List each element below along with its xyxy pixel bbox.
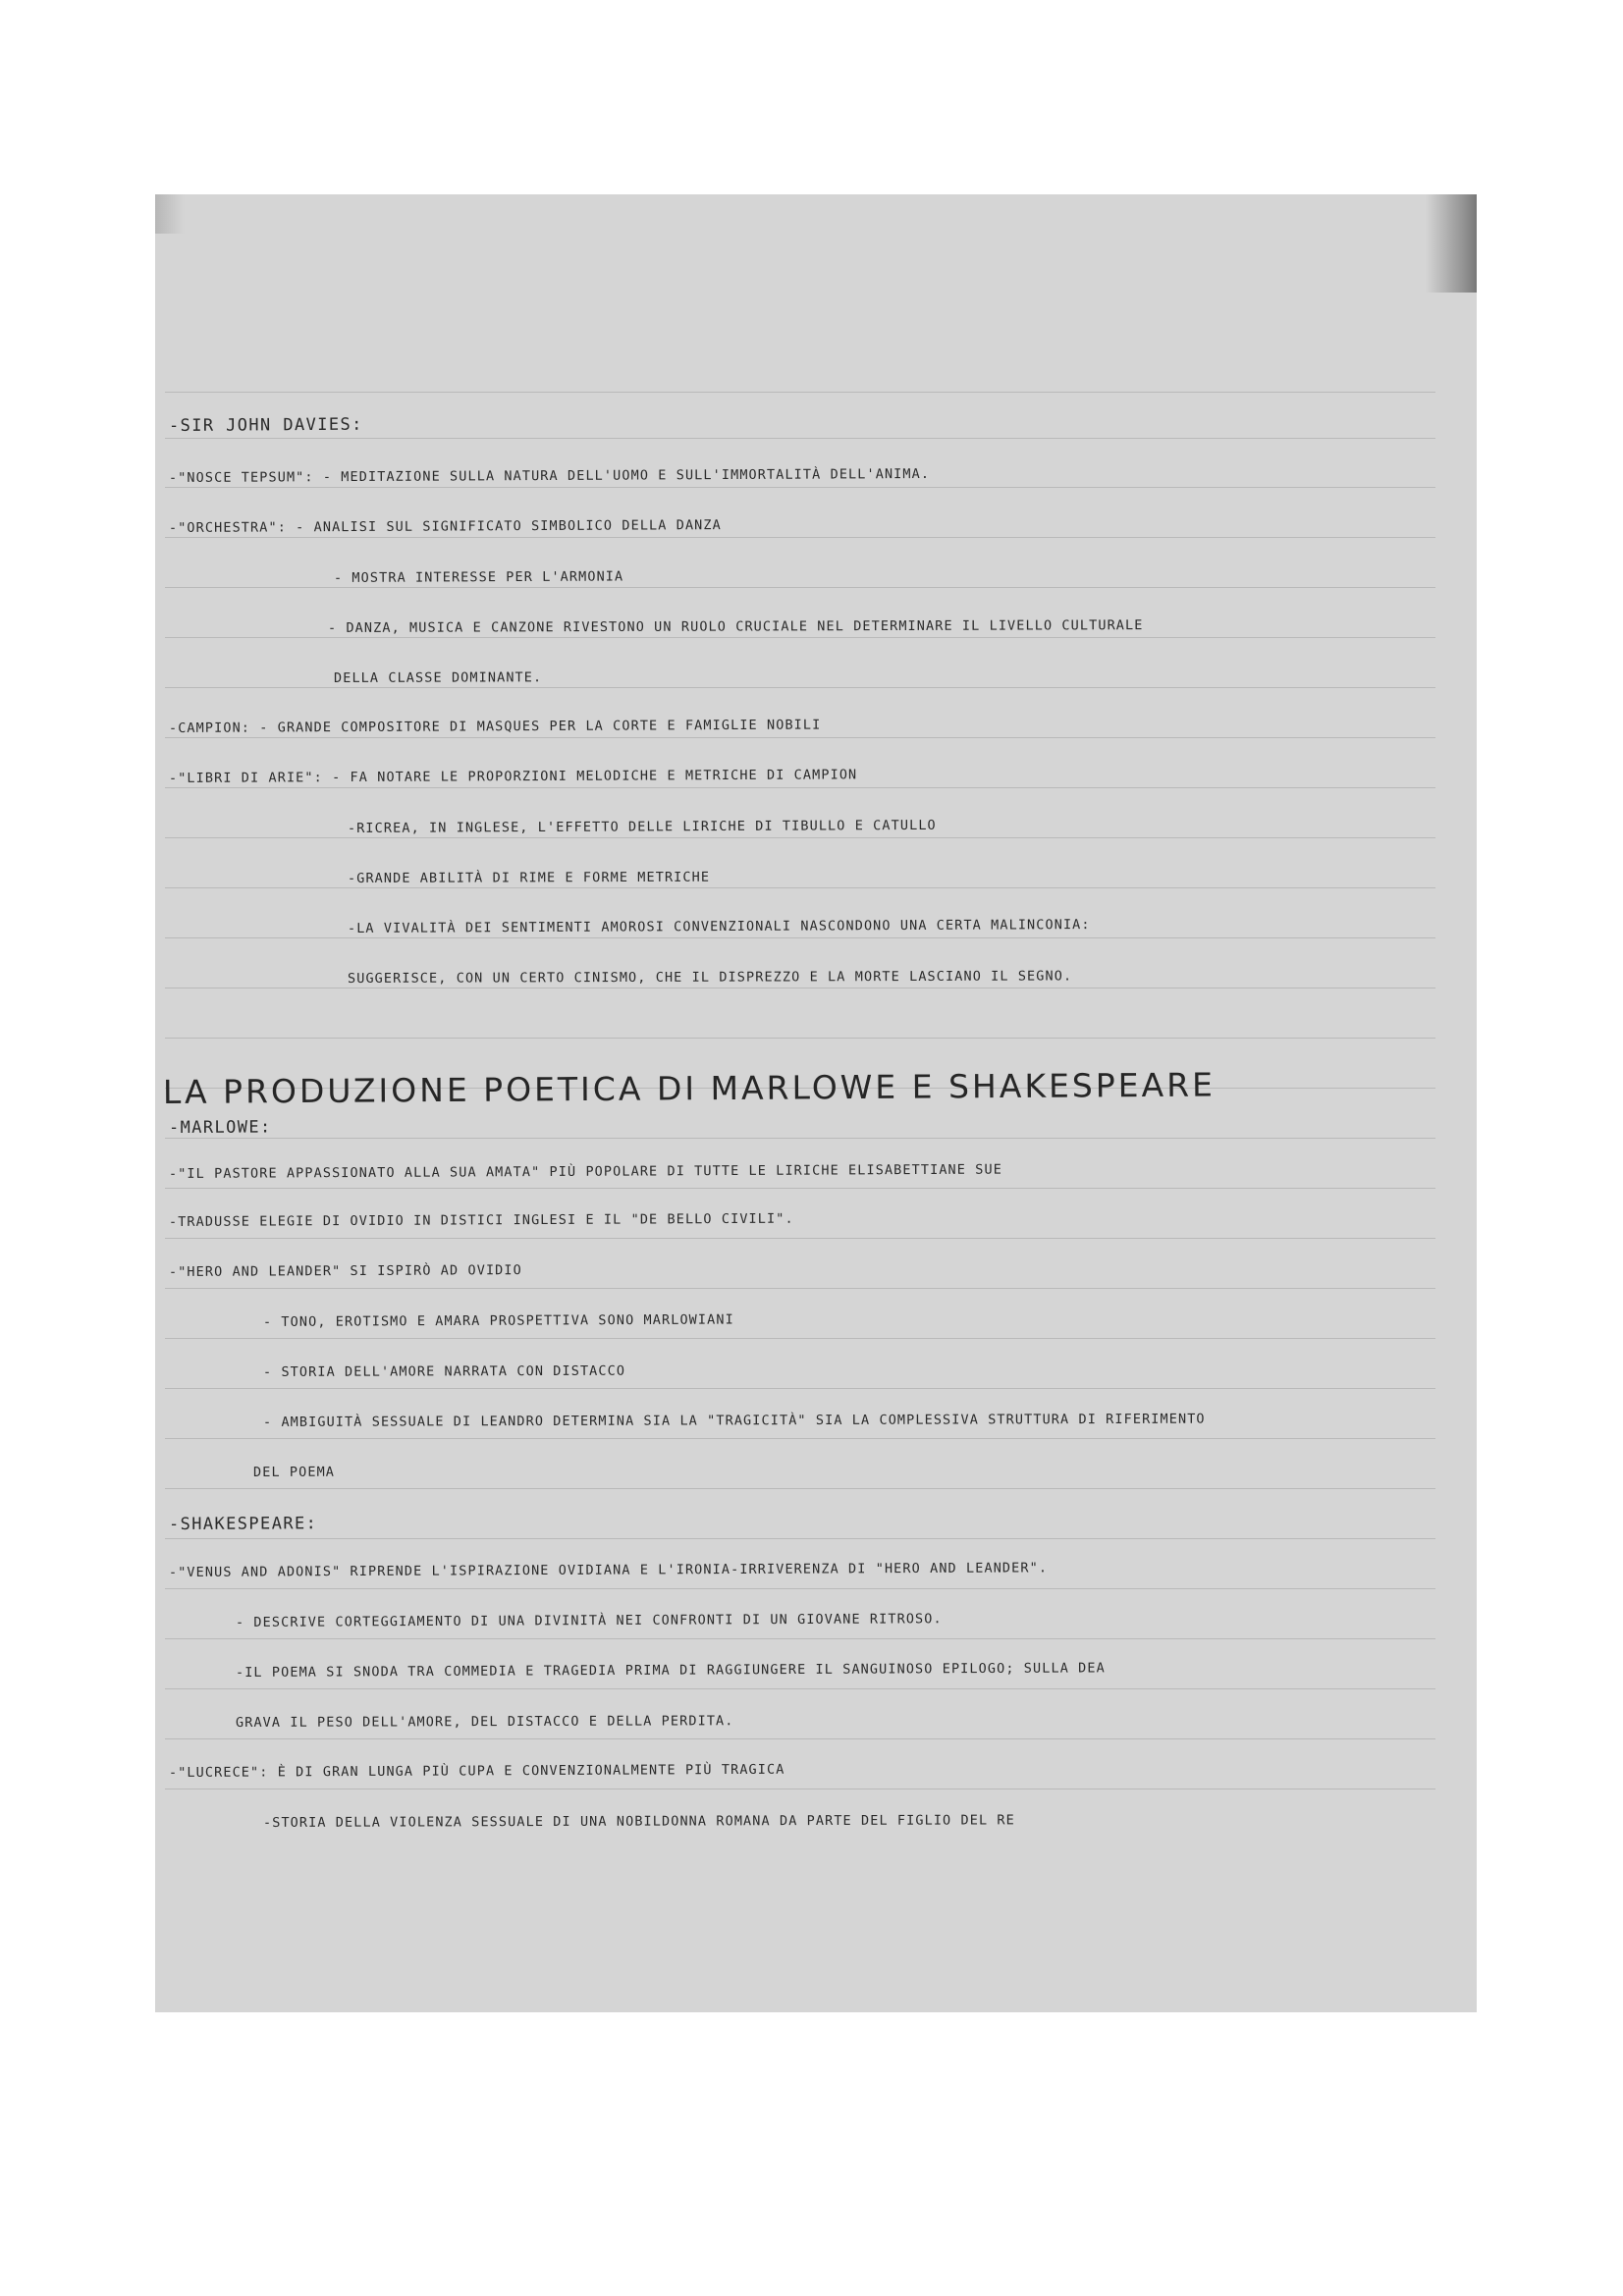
ruled-line xyxy=(165,687,1435,688)
ruled-line xyxy=(165,1688,1435,1689)
ruled-line xyxy=(165,1588,1435,1589)
ruled-line xyxy=(165,1388,1435,1389)
ruled-line xyxy=(165,1238,1435,1239)
note-line: -TRADUSSE ELEGIE DI OVIDIO IN DISTICI INGLESI E IL "DE BELLO CIVILI". xyxy=(168,1210,794,1230)
ruled-line xyxy=(165,1288,1435,1289)
ruled-line xyxy=(165,1738,1435,1739)
note-line: -CAMPION: - GRANDE COMPOSITORE DI MASQUES PER LA CORTE E FAMIGLIE NOBILI xyxy=(168,717,822,736)
note-line: -STORIA DELLA VIOLENZA SESSUALE DI UNA NOBILDONNA ROMANA DA PARTE DEL FIGLIO DEL RE xyxy=(262,1812,1015,1831)
section-heading-davies: -SIR JOHN DAVIES: xyxy=(168,414,363,436)
note-line: DELLA CLASSE DOMINANTE. xyxy=(333,669,543,686)
note-line: -"HERO AND LEANDER" SI ISPIRÒ AD OVIDIO xyxy=(168,1262,522,1280)
note-line: - AMBIGUITÀ SESSUALE DI LEANDRO DETERMINA SIA LA "TRAGICITÀ" SIA LA COMPLESSIVA STRUTTURA DI RIFERIMENTO xyxy=(262,1411,1206,1430)
ruled-line xyxy=(165,737,1435,738)
note-line: - DESCRIVE CORTEGGIAMENTO DI UNA DIVINITÀ NEI CONFRONTI DI UN GIOVANE RITROSO. xyxy=(235,1611,943,1630)
ruled-line xyxy=(165,1188,1435,1189)
ruled-line xyxy=(165,487,1435,488)
note-line: -"LIBRI DI ARIE": - FA NOTARE LE PROPORZIONI MELODICHE E METRICHE DI CAMPION xyxy=(168,767,858,786)
note-line: - TONO, EROTISMO E AMARA PROSPETTIVA SONO MARLOWIANI xyxy=(262,1311,734,1330)
note-line: -"NOSCE TEPSUM": - MEDITAZIONE SULLA NATURA DELL'UOMO E SULL'IMMORTALITÀ DELL'ANIMA. xyxy=(168,465,931,486)
ruled-line xyxy=(165,887,1435,888)
ruled-line xyxy=(165,392,1435,393)
note-line: SUGGERISCE, CON UN CERTO CINISMO, CHE IL DISPREZZO E LA MORTE LASCIANO IL SEGNO. xyxy=(347,968,1073,987)
ruled-line xyxy=(165,587,1435,588)
section-heading-shakespeare: -SHAKESPEARE: xyxy=(168,1514,318,1534)
page-edge-shadow xyxy=(1426,194,1477,293)
note-line: GRAVA IL PESO DELL'AMORE, DEL DISTACCO E DELLA PERDITA. xyxy=(235,1713,734,1731)
note-line: -IL POEMA SI SNODA TRA COMMEDIA E TRAGEDIA PRIMA DI RAGGIUNGERE IL SANGUINOSO EPILOGO; SULLA DEA xyxy=(235,1660,1106,1681)
note-line: -GRANDE ABILITÀ DI RIME E FORME METRICHE xyxy=(347,869,711,886)
ruled-line xyxy=(165,787,1435,788)
notebook-page xyxy=(155,194,1477,2012)
note-line: -RICREA, IN INGLESE, L'EFFETTO DELLE LIRICHE DI TIBULLO E CATULLO xyxy=(347,817,937,836)
note-line: DEL POEMA xyxy=(252,1464,336,1480)
note-line: - MOSTRA INTERESSE PER L'ARMONIA xyxy=(333,568,624,586)
note-line: - DANZA, MUSICA E CANZONE RIVESTONO UN RUOLO CRUCIALE NEL DETERMINARE IL LIVELLO CULTURALE xyxy=(327,617,1144,636)
ruled-line xyxy=(165,1338,1435,1339)
section-title: LA PRODUZIONE POETICA DI MARLOWE E SHAKESPEARE xyxy=(162,1065,1217,1111)
page-edge-shadow-left xyxy=(155,194,185,234)
ruled-line xyxy=(165,937,1435,938)
ruled-line xyxy=(165,1038,1435,1039)
note-line: -LA VIVALITÀ DEI SENTIMENTI AMOROSI CONVENZIONALI NASCONDONO UNA CERTA MALINCONIA: xyxy=(347,917,1091,936)
ruled-line xyxy=(165,837,1435,838)
note-line: -"IL PASTORE APPASSIONATO ALLA SUA AMATA" PIÙ POPOLARE DI TUTTE LE LIRICHE ELISABETTIANE SUE xyxy=(168,1161,1002,1182)
ruled-line xyxy=(165,537,1435,538)
ruled-line xyxy=(165,1488,1435,1489)
ruled-line xyxy=(165,637,1435,638)
ruled-line xyxy=(165,1538,1435,1539)
note-line: -"LUCRECE": È DI GRAN LUNGA PIÙ CUPA E CONVENZIONALMENTE PIÙ TRAGICA xyxy=(168,1761,785,1781)
ruled-line xyxy=(165,438,1435,439)
note-line: -"ORCHESTRA": - ANALISI SUL SIGNIFICATO SIMBOLICO DELLA DANZA xyxy=(168,517,722,536)
note-line: - STORIA DELL'AMORE NARRATA CON DISTACCO xyxy=(262,1362,626,1380)
note-line: -"VENUS AND ADONIS" RIPRENDE L'ISPIRAZIONE OVIDIANA E L'IRONIA-IRRIVERENZA DI "HERO AND LEANDER". xyxy=(168,1560,1049,1580)
ruled-line xyxy=(165,1138,1435,1139)
ruled-line xyxy=(165,1438,1435,1439)
ruled-line xyxy=(165,1638,1435,1639)
section-heading-marlowe: -MARLOWE: xyxy=(168,1117,272,1138)
